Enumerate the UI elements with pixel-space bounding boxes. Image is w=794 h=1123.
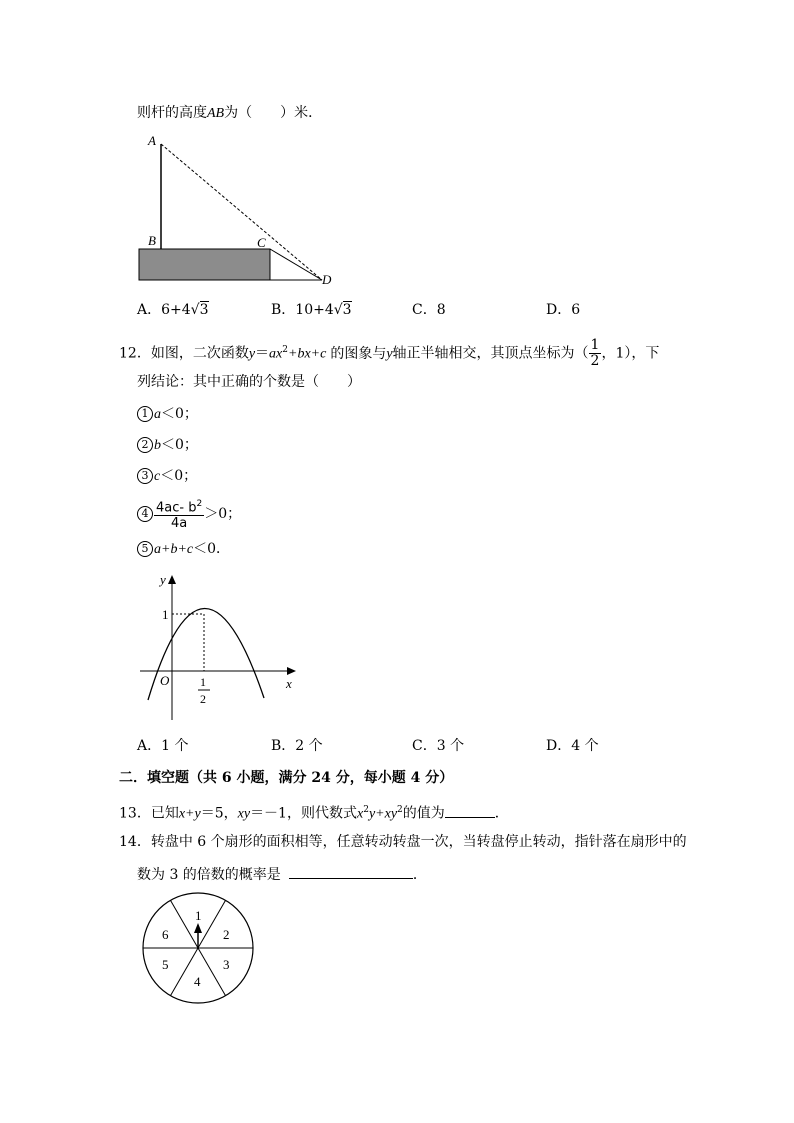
q12-line2: 列结论：其中正确的个数是（ ）	[137, 374, 361, 390]
q13-expr-sup1: 2	[363, 805, 369, 815]
q14-spinner	[140, 890, 256, 1006]
q13-expr-b: y+xy	[368, 806, 398, 822]
label-B: B	[148, 233, 156, 248]
x-axis-arrow	[287, 667, 296, 675]
q12-conclusion-2	[137, 436, 198, 455]
graph-x-label: x	[286, 676, 292, 691]
q12-conclusion-4	[137, 496, 241, 532]
q13-expr-sup2: 2	[397, 805, 403, 815]
q12-func-eq: ＝	[255, 345, 270, 362]
q12-conclusion-4-fraction	[154, 497, 204, 531]
q11-tail-var: AB	[207, 106, 225, 121]
sector-4: 4	[194, 974, 201, 989]
q12-option-a[interactable]: A．1 个	[137, 738, 189, 754]
sector-1: 1	[195, 908, 202, 923]
q12-conclusion-2-var: b	[154, 438, 161, 453]
q11-option-a[interactable]: A．6+4√3	[137, 302, 209, 318]
q11-option-b[interactable]: B．10+4√3	[271, 302, 352, 318]
q12-vertex-den: 2	[590, 353, 600, 370]
q12-text-after2: 轴正半轴相交，其顶点坐标为（	[392, 345, 589, 362]
q12-vertex-rest: ，1），下	[601, 345, 660, 362]
q12-conclusion-1	[137, 405, 198, 424]
graph-tick-1: 1	[162, 607, 169, 622]
q12-conclusion-3-mark: 3	[137, 468, 153, 484]
q12-y-axis: y	[386, 346, 393, 362]
q12-func-rest: +bx+c	[288, 346, 327, 362]
q12-vertex-num: 1	[590, 337, 600, 354]
q12-conclusion-4-num-sup: 2	[196, 498, 203, 509]
q13-cond1-val: ＝5，	[200, 805, 238, 822]
q14-line1: 14．转盘中 6 个扇形的面积相等，任意转动转盘一次，当转盘停止转动，指针落在扇形中的	[119, 834, 687, 850]
q12-func-a: ax	[269, 346, 283, 362]
graph-half-num: 1	[200, 675, 206, 689]
q14-end: ．	[412, 867, 427, 883]
q11-option-b-root: 3	[342, 302, 352, 318]
q14-line2-text: 数为 3 的倍数的概率是	[137, 867, 281, 883]
q12-func-sq: 2	[282, 345, 288, 355]
q12-conclusion-5	[137, 540, 230, 559]
q12-conclusion-3	[137, 467, 197, 486]
q12-line1	[119, 335, 659, 370]
y-axis-arrow	[168, 575, 176, 584]
q12-conclusion-2-mark: 2	[137, 437, 153, 453]
q12-conclusion-1-mark: 1	[137, 406, 153, 422]
sector-5: 5	[162, 957, 169, 972]
section2-title: 二．填空题（共 6 小题，满分 24 分，每小题 4 分）	[119, 770, 454, 786]
q12-option-b[interactable]: B．2 个	[271, 738, 323, 754]
label-D: D	[322, 272, 332, 287]
q12-conclusion-5-mark: 5	[137, 541, 153, 557]
q12-conclusion-4-num-text: 4ac- b	[156, 500, 197, 516]
graph-origin-label: O	[160, 673, 170, 688]
q12-conclusion-1-rest: ＜0；	[161, 406, 198, 422]
q14-line2	[137, 864, 427, 884]
q12-number: 12．如图，二次函数	[119, 345, 249, 362]
q11-tail-text2: 为（ ）米．	[224, 105, 323, 121]
label-A: A	[148, 133, 156, 148]
q13-end: ．	[494, 805, 509, 822]
q11-tail-text: 则杆的高度	[137, 105, 207, 121]
q12-conclusion-3-rest: ＜0；	[160, 468, 198, 484]
q12-text-after: 的图象与	[330, 345, 387, 362]
q13-expr-a: x	[356, 806, 364, 822]
sector-3: 3	[223, 957, 230, 972]
q11-option-a-root: 3	[199, 302, 209, 318]
q13-cond1: x+y	[178, 806, 201, 822]
sector-6: 6	[162, 927, 169, 942]
q12-option-c[interactable]: C．3 个	[412, 738, 465, 754]
slope-CD	[270, 249, 322, 280]
q11-option-c[interactable]: C．8	[412, 302, 446, 318]
q13-suffix: 的值为	[402, 805, 445, 822]
q12-conclusion-2-rest: ＜0；	[161, 437, 198, 453]
label-C: C	[257, 235, 266, 250]
shadow-block	[139, 249, 270, 280]
q12-conclusion-5-rest: ＜0．	[193, 541, 231, 557]
q12-option-d[interactable]: D．4 个	[546, 738, 599, 754]
q11-option-b-prefix: B．10+4	[271, 302, 334, 318]
q12-conclusion-3-var: c	[154, 469, 161, 484]
q12-conclusion-5-var: a+b+c	[154, 542, 194, 557]
q11-option-a-prefix: A．6+4	[137, 302, 191, 318]
q12-parabola-graph	[136, 570, 306, 730]
q11-option-d[interactable]: D．6	[546, 302, 581, 318]
q11-tail-line	[137, 104, 322, 123]
q12-conclusion-4-mark: 4	[137, 506, 153, 522]
q13-cond2: xy	[237, 806, 251, 822]
graph-y-label: y	[160, 572, 166, 587]
q14-answer-blank[interactable]	[289, 864, 413, 879]
q12-conclusion-1-var: a	[154, 407, 161, 422]
q12-conclusion-4-num	[154, 497, 204, 516]
q13-line	[119, 801, 509, 824]
q13-prefix: 13．已知	[119, 805, 179, 822]
q12-conclusion-4-den: 4a	[170, 516, 188, 532]
q13-answer-blank[interactable]	[445, 803, 495, 818]
q12-vertex-fraction	[589, 338, 602, 369]
sector-2: 2	[223, 927, 230, 942]
q11-figure	[130, 128, 350, 290]
q13-cond2-val: ＝－1，则代数式	[250, 805, 357, 822]
q12-func-y: y	[248, 346, 256, 362]
graph-half-den: 2	[200, 692, 206, 706]
q12-conclusion-4-rest: ＞0；	[204, 506, 242, 522]
